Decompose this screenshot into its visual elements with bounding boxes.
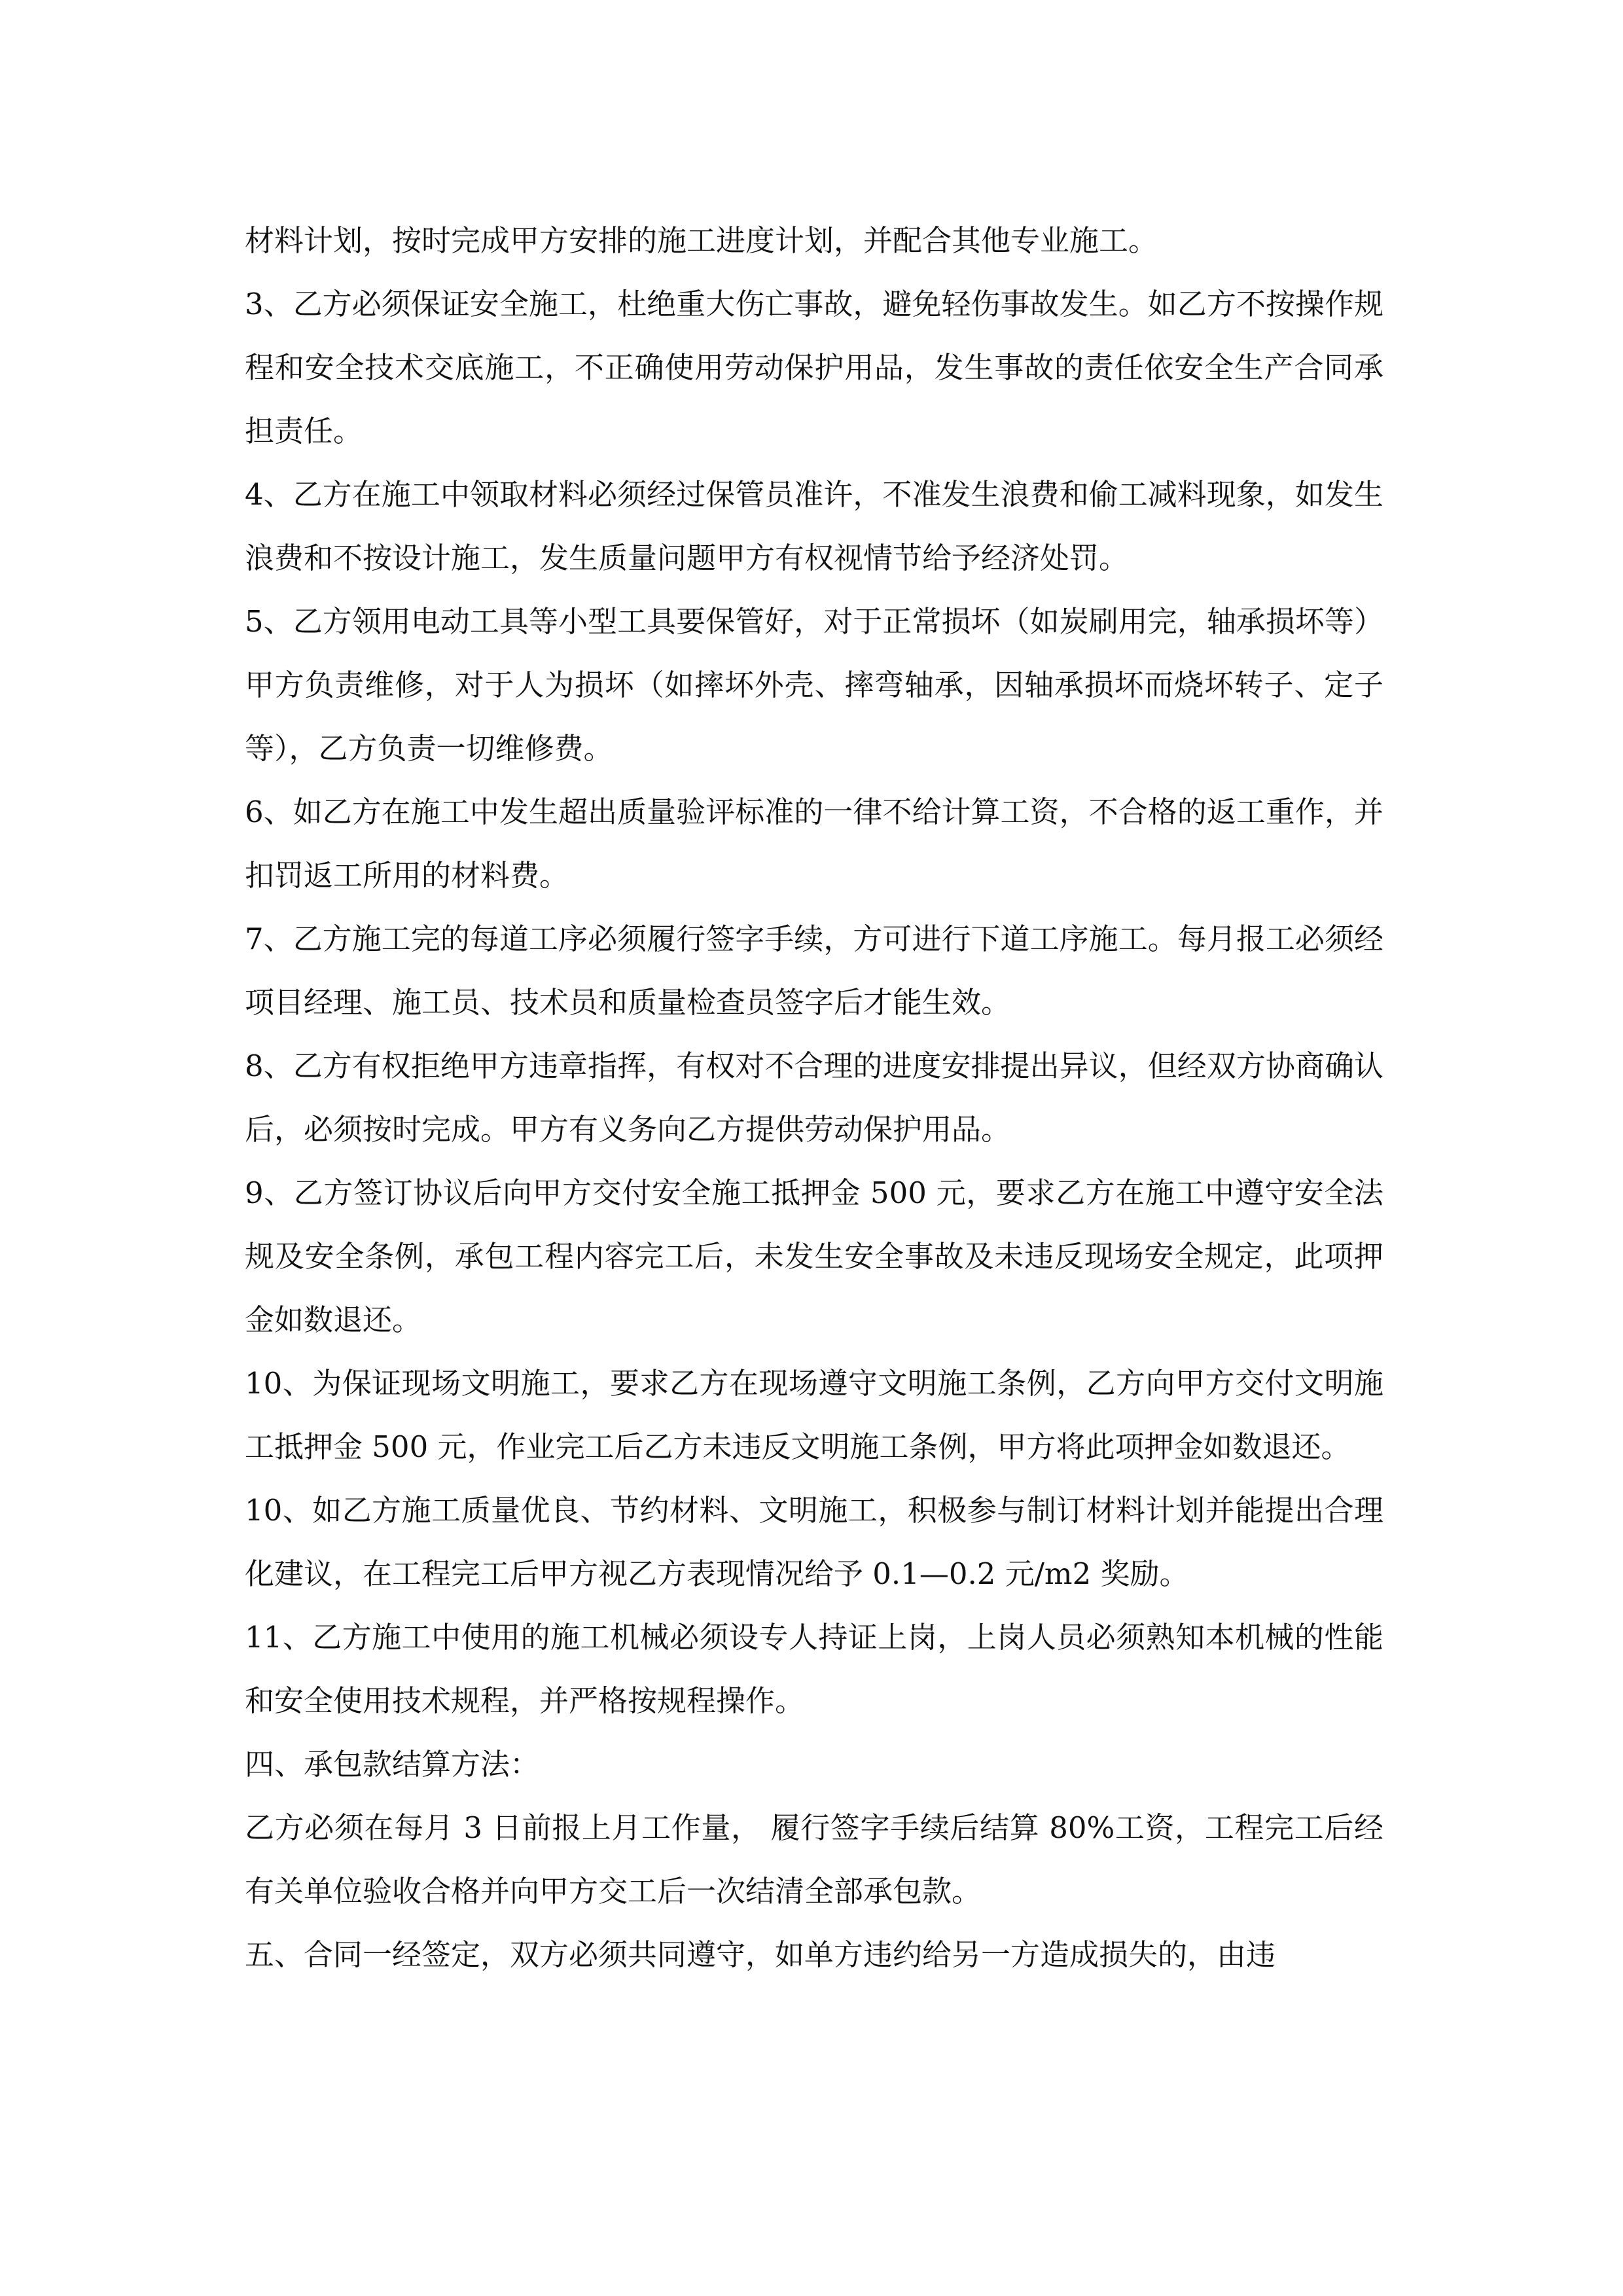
paragraph-clause-6: 6、如乙方在施工中发生超出质量验评标准的一律不给计算工资，不合格的返工重作，并扣罚返工所用的材料费。 (245, 795, 1383, 893)
paragraph-clause-3: 3、乙方必须保证安全施工，杜绝重大伤亡事故，避免轻伤事故发生。如乙方不按操作规程和安全技术交底施工，不正确使用劳动保护用品，发生事故的责任依安全生产合同承担责任。 (245, 287, 1383, 448)
paragraph-clause-9: 9、乙方签订协议后向甲方交付安全施工抵押金 500 元，要求乙方在施工中遵守安全法规及安全条例，承包工程内容完工后，未发生安全事故及未违反现场安全规定，此项押金如数退还。 (245, 1175, 1383, 1337)
paragraph-settlement: 乙方必须在每月 3 日前报上月工作量， 履行签字手续后结算 80%工资，工程完工后经有关单位验收合格并向甲方交工后一次结清全部承包款。 (245, 1810, 1383, 1909)
paragraph-clause-10b: 10、如乙方施工质量优良、节约材料、文明施工，积极参与制订材料计划并能提出合理化建议，在工程完工后甲方视乙方表现情况给予 0.1—0.2 元/m2 奖励。 (245, 1493, 1383, 1591)
section-heading-settlement: 四、承包款结算方法： (245, 1747, 540, 1782)
section-heading-contract-binding: 五、合同一经签定，双方必须共同遵守，如单方违约给另一方造成损失的，由违 (245, 1937, 1276, 1972)
paragraph-clause-11: 11、乙方施工中使用的施工机械必须设专人持证上岗，上岗人员必须熟知本机械的性能和安全使用技术规程，并严格按规程操作。 (245, 1620, 1383, 1718)
paragraph-clause-8: 8、乙方有权拒绝甲方违章指挥，有权对不合理的进度安排提出异议，但经双方协商确认后，必须按时完成。甲方有义务向乙方提供劳动保护用品。 (245, 1049, 1383, 1147)
paragraph-clause-5: 5、乙方领用电动工具等小型工具要保管好，对于正常损坏（如炭刷用完，轴承损坏等）甲方负责维修，对于人为损坏（如摔坏外壳、摔弯轴承，因轴承损坏而烧坏转子、定子等），乙方负责一切维修费。 (245, 604, 1383, 766)
paragraph-clause-4: 4、乙方在施工中领取材料必须经过保管员准许，不准发生浪费和偷工减料现象，如发生浪费和不按设计施工，发生质量问题甲方有权视情节给予经济处罚。 (245, 477, 1383, 575)
paragraph-materials-plan: 材料计划，按时完成甲方安排的施工进度计划，并配合其他专业施工。 (245, 223, 1158, 258)
paragraph-clause-10a: 10、为保证现场文明施工，要求乙方在现场遵守文明施工条例，乙方向甲方交付文明施工抵押金 500 元，作业完工后乙方未违反文明施工条例，甲方将此项押金如数退还。 (245, 1366, 1383, 1464)
contract-body (245, 209, 1383, 1986)
paragraph-clause-7: 7、乙方施工完的每道工序必须履行签字手续，方可进行下道工序施工。每月报工必须经项目经理、施工员、技术员和质量检查员签字后才能生效。 (245, 922, 1383, 1020)
